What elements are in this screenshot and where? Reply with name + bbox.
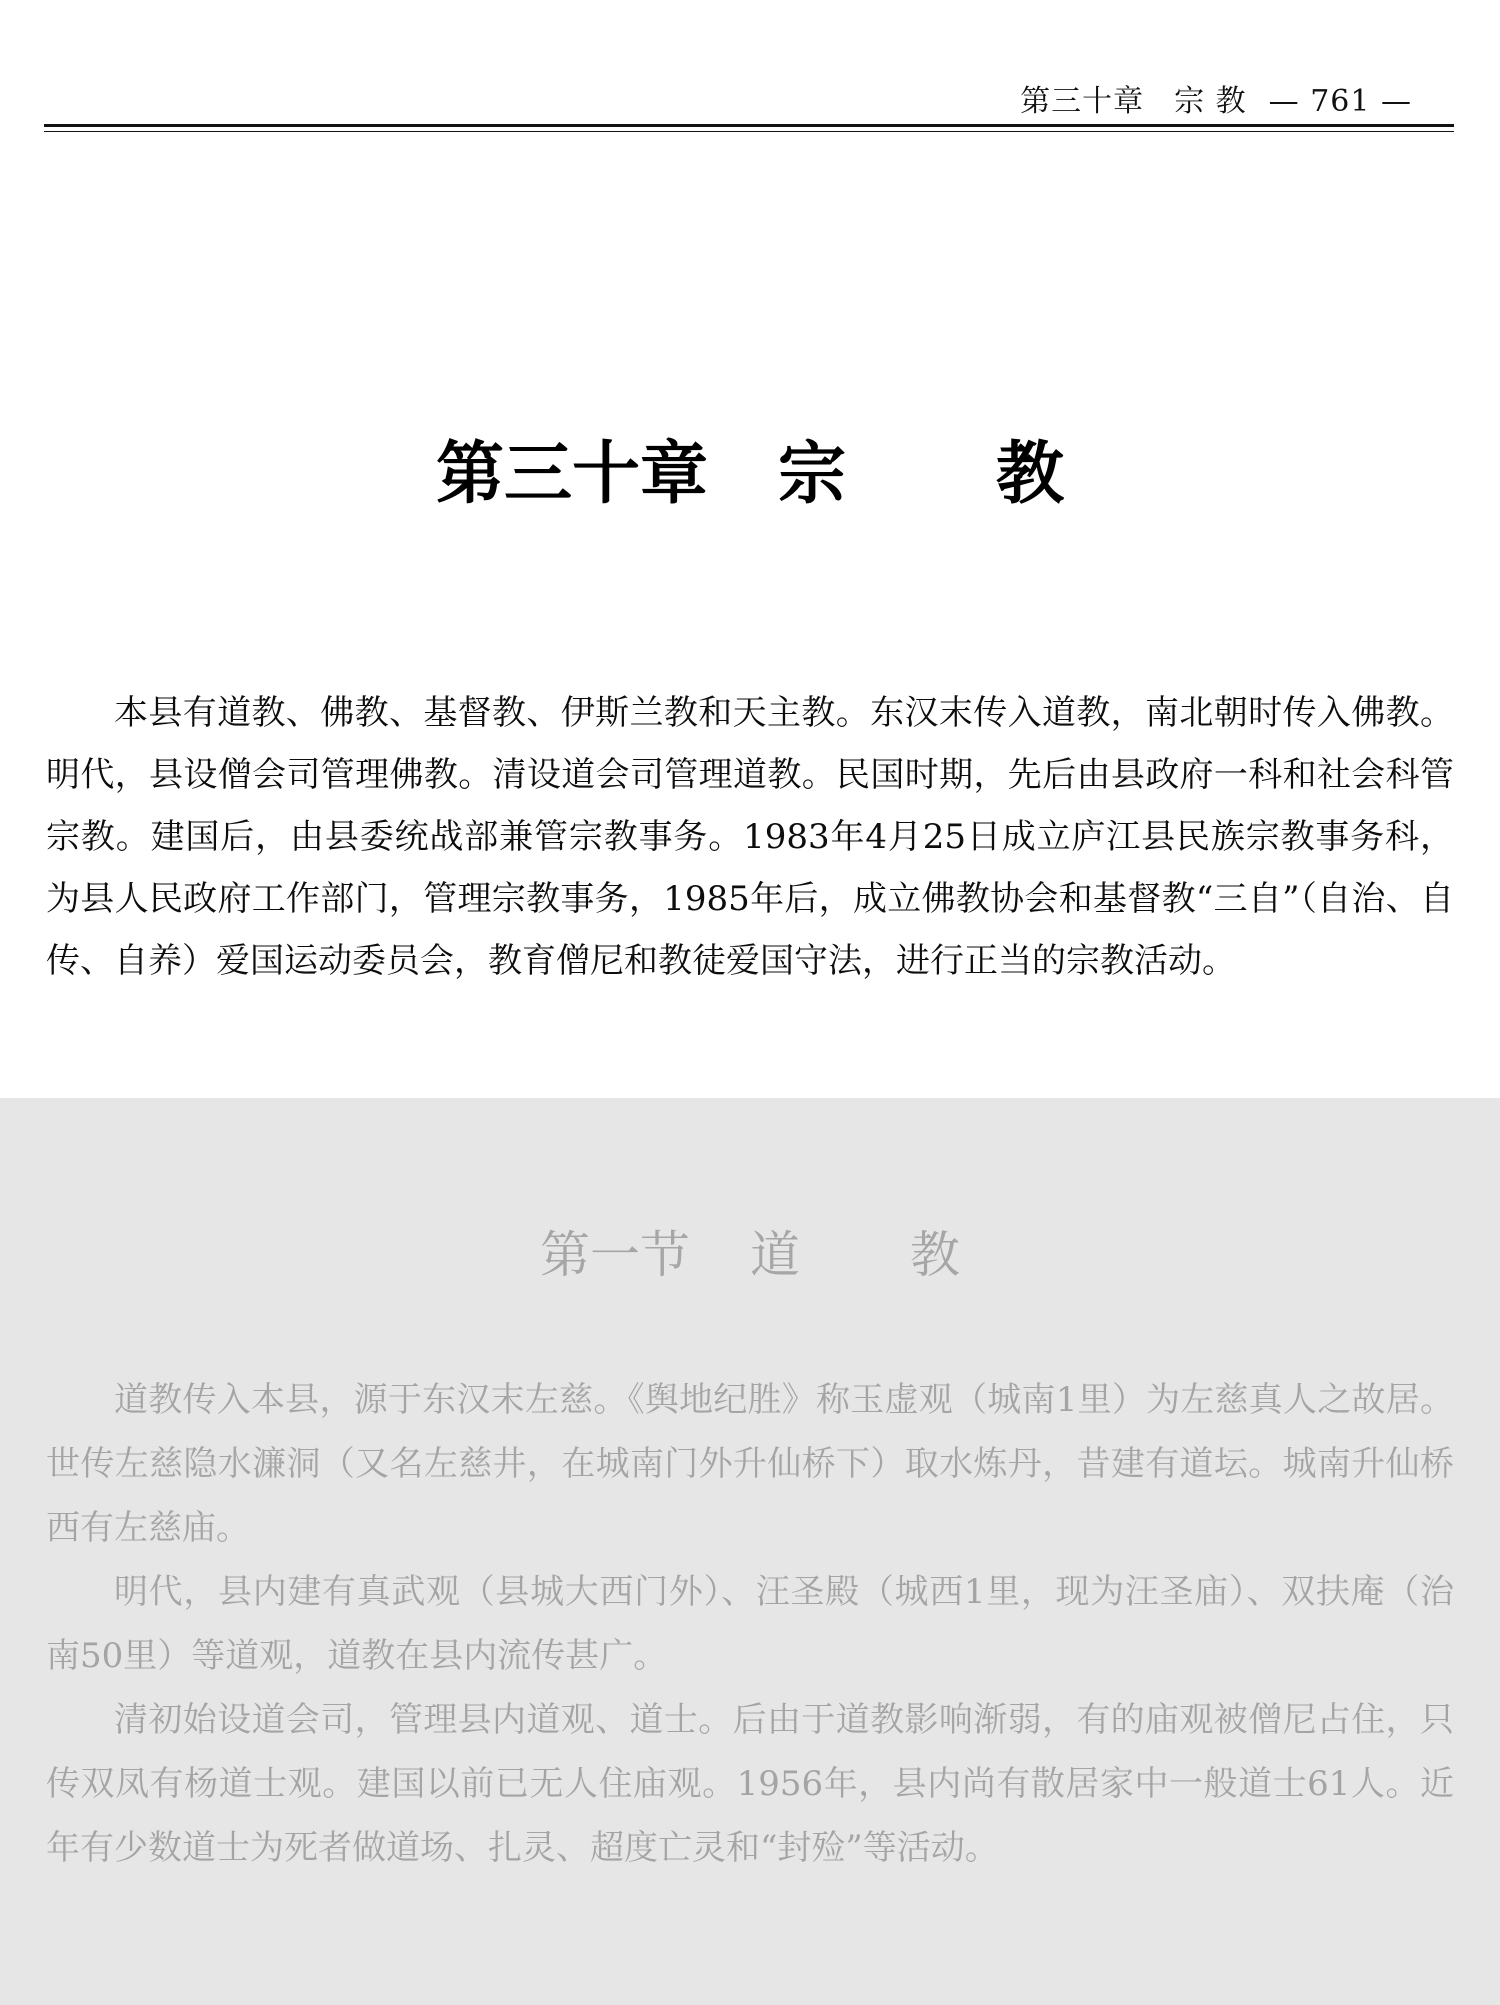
header-chapter: 第三十章 [1020, 84, 1145, 119]
section-paragraph-1: 道教传入本县，源于东汉末左慈。《舆地纪胜》称玉虚观（城南1里）为左慈真人之故居。世传左慈隐水濂洞（又名左慈井，在城南门外升仙桥下）取水炼丹，昔建有道坛。城南升仙桥西有左慈庙。 [46, 1380, 1454, 1548]
section-paragraph-3: 清初始设道会司，管理县内道观、道士。后由于道教影响渐弱，有的庙观被僧尼占住，只传双凤有杨道士观。建国以前已无人住庙观。1956年，县内尚有散居家中一般道士61人。近年有少数道士为死者做道场、扎灵、超度亡灵和“封殓”等活动。 [46, 1700, 1454, 1868]
header-rule-thin [44, 131, 1454, 132]
page-number: — 761 — [1268, 84, 1412, 119]
header-subject: 宗 教 [1174, 84, 1247, 119]
intro-paragraph: 本县有道教、佛教、基督教、伊斯兰教和天主教。东汉末传入道教，南北朝时传入佛教。明代，县设僧会司管理佛教。清设道会司管理道教。民国时期，先后由县政府一科和社会科管宗教。建国后，由县委统战部兼管宗教事务。1983年4月25日成立庐江县民族宗教事务科，为县人民政府工作部门，管理宗教事务，1985年后，成立佛教协会和基督教“三自”（自治、自传、自养）爱国运动委员会，教育僧尼和教徒爱国守法，进行正当的宗教活动。 [46, 693, 1454, 981]
chapter-title-char1: 宗 [777, 435, 846, 514]
section-paragraph-2: 明代，县内建有真武观（县城大西门外）、汪圣殿（城西1里，现为汪圣庙）、双扶庵（治南50里）等道观，道教在县内流传甚广。 [46, 1572, 1454, 1676]
chapter-title [0, 420, 1500, 517]
running-header [1020, 76, 1412, 120]
section-title [0, 1215, 1500, 1287]
chapter-title-label: 第三十章 [435, 435, 708, 514]
section-title-char2: 教 [910, 1226, 960, 1284]
section-title-char1: 道 [750, 1226, 800, 1284]
intro-text [46, 682, 1454, 992]
section-title-label: 第一节 [540, 1226, 690, 1284]
section-body [46, 1368, 1454, 1880]
header-rule-thick [44, 124, 1454, 127]
chapter-title-char2: 教 [996, 435, 1065, 514]
